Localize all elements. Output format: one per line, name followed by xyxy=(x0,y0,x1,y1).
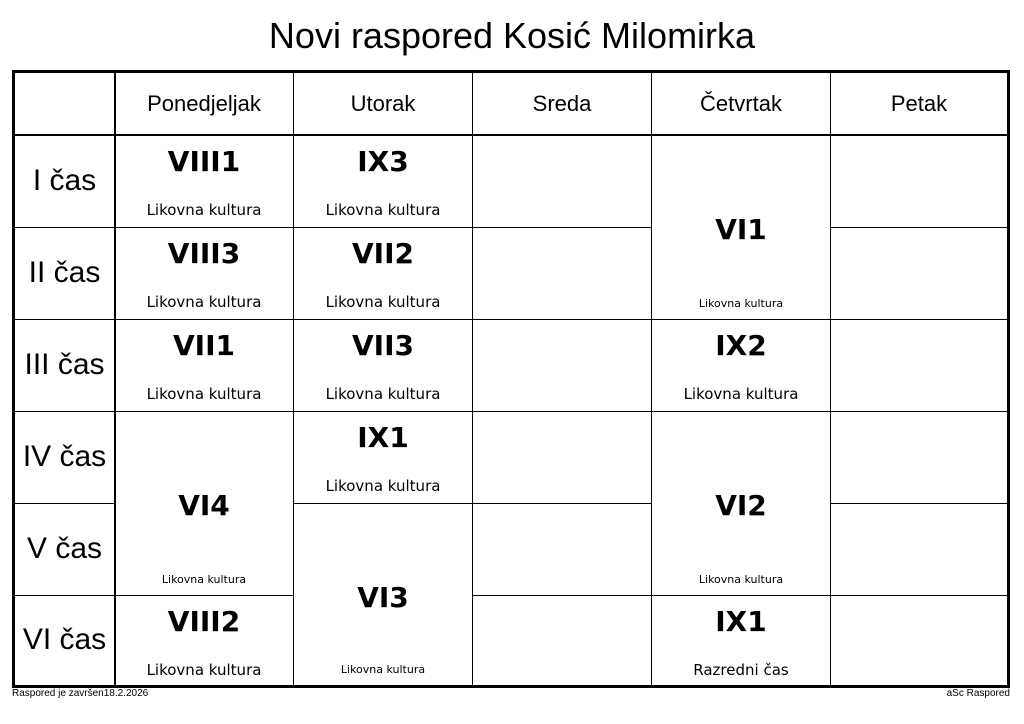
row-divider xyxy=(473,319,651,320)
lesson-class: VI4 xyxy=(178,489,230,522)
lesson-thursday-6[interactable] xyxy=(652,595,830,685)
lesson-tuesday-5-6[interactable] xyxy=(294,503,472,685)
day-label: Ponedjeljak xyxy=(147,91,261,116)
lesson-class: VII1 xyxy=(173,329,235,362)
day-label: Petak xyxy=(890,91,948,116)
lesson-class: VII3 xyxy=(352,329,414,362)
footer-software-credit: aSc Raspored xyxy=(946,688,1010,699)
header-divider xyxy=(15,134,1007,136)
row-divider xyxy=(473,503,651,504)
row-divider xyxy=(115,595,293,596)
row-divider xyxy=(115,411,293,412)
lesson-subject: Likovna kultura xyxy=(683,385,799,403)
row-divider xyxy=(15,595,114,596)
lesson-class: IX2 xyxy=(715,329,767,362)
period-text: VI čas xyxy=(22,623,107,656)
lesson-monday-4-5[interactable] xyxy=(115,411,293,595)
period-label-1 xyxy=(15,135,114,227)
period-text: III čas xyxy=(24,348,105,381)
lesson-subject: Likovna kultura xyxy=(325,201,441,219)
lesson-monday-3[interactable] xyxy=(115,319,293,411)
lesson-subject: Likovna kultura xyxy=(146,293,262,311)
row-divider xyxy=(831,227,1007,228)
lesson-subject: Likovna kultura xyxy=(325,293,441,311)
row-divider xyxy=(15,319,114,320)
column-divider xyxy=(830,73,831,685)
row-divider xyxy=(294,227,472,228)
lesson-class: IX1 xyxy=(357,421,409,454)
lesson-tuesday-2[interactable] xyxy=(294,227,472,319)
period-text: V čas xyxy=(26,532,103,565)
lesson-class: VIII2 xyxy=(167,605,241,638)
row-divider xyxy=(15,227,114,228)
row-divider xyxy=(15,411,114,412)
lesson-tuesday-3[interactable] xyxy=(294,319,472,411)
row-divider xyxy=(652,319,830,320)
row-divider xyxy=(294,319,472,320)
lesson-subject: Likovna kultura xyxy=(698,573,784,586)
row-divider xyxy=(473,595,651,596)
row-divider xyxy=(15,503,114,504)
period-label-4 xyxy=(15,411,114,503)
row-divider xyxy=(115,227,293,228)
row-divider xyxy=(294,503,472,504)
row-divider xyxy=(473,227,651,228)
row-divider xyxy=(115,319,293,320)
label-column-divider xyxy=(114,73,116,685)
lesson-monday-6[interactable] xyxy=(115,595,293,685)
lesson-thursday-1-2[interactable] xyxy=(652,135,830,319)
period-label-2 xyxy=(15,227,114,319)
row-divider xyxy=(831,503,1007,504)
lesson-subject: Likovna kultura xyxy=(325,385,441,403)
lesson-thursday-3[interactable] xyxy=(652,319,830,411)
lesson-class: VI2 xyxy=(715,489,767,522)
lesson-tuesday-4[interactable] xyxy=(294,411,472,503)
lesson-class: VIII3 xyxy=(167,237,241,270)
lesson-class: VIII1 xyxy=(167,145,241,178)
day-label: Četvrtak xyxy=(700,91,782,116)
period-text: IV čas xyxy=(22,440,107,473)
lesson-class: VI3 xyxy=(357,581,409,614)
row-divider xyxy=(831,411,1007,412)
column-divider xyxy=(651,73,652,685)
lesson-class: VI1 xyxy=(715,213,767,246)
footer-completion-note: Raspored je završen18.2.2026 xyxy=(12,688,149,699)
lesson-subject: Likovna kultura xyxy=(146,201,262,219)
lesson-class: VII2 xyxy=(352,237,414,270)
lesson-subject: Likovna kultura xyxy=(340,663,426,676)
row-divider xyxy=(294,411,472,412)
lesson-subject: Likovna kultura xyxy=(161,573,247,586)
lesson-tuesday-1[interactable] xyxy=(294,135,472,227)
timetable-grid xyxy=(12,70,1010,688)
period-label-5 xyxy=(15,503,114,595)
lesson-monday-2[interactable] xyxy=(115,227,293,319)
lesson-subject: Likovna kultura xyxy=(698,297,784,310)
lesson-class: IX3 xyxy=(357,145,409,178)
lesson-subject: Likovna kultura xyxy=(325,477,441,495)
lesson-subject: Likovna kultura xyxy=(146,385,262,403)
day-header-tuesday xyxy=(294,73,472,135)
row-divider xyxy=(831,319,1007,320)
lesson-subject: Razredni čas xyxy=(693,661,789,679)
row-divider xyxy=(652,595,830,596)
row-divider xyxy=(652,411,830,412)
column-divider xyxy=(472,73,473,685)
day-header-thursday xyxy=(652,73,830,135)
period-label-6 xyxy=(15,595,114,685)
column-divider xyxy=(293,73,294,685)
day-header-friday xyxy=(831,73,1007,135)
row-divider xyxy=(831,595,1007,596)
period-text: II čas xyxy=(28,256,101,289)
period-label-3 xyxy=(15,319,114,411)
lesson-class: IX1 xyxy=(715,605,767,638)
lesson-thursday-4-5[interactable] xyxy=(652,411,830,595)
page-title: Novi raspored Kosić Milomirka xyxy=(268,15,756,56)
lesson-monday-1[interactable] xyxy=(115,135,293,227)
day-header-wednesday xyxy=(473,73,651,135)
period-text: I čas xyxy=(32,164,97,197)
lesson-subject: Likovna kultura xyxy=(146,661,262,679)
row-divider xyxy=(473,411,651,412)
day-label: Utorak xyxy=(350,91,416,116)
day-label: Sreda xyxy=(532,91,592,116)
day-header-monday xyxy=(115,73,293,135)
